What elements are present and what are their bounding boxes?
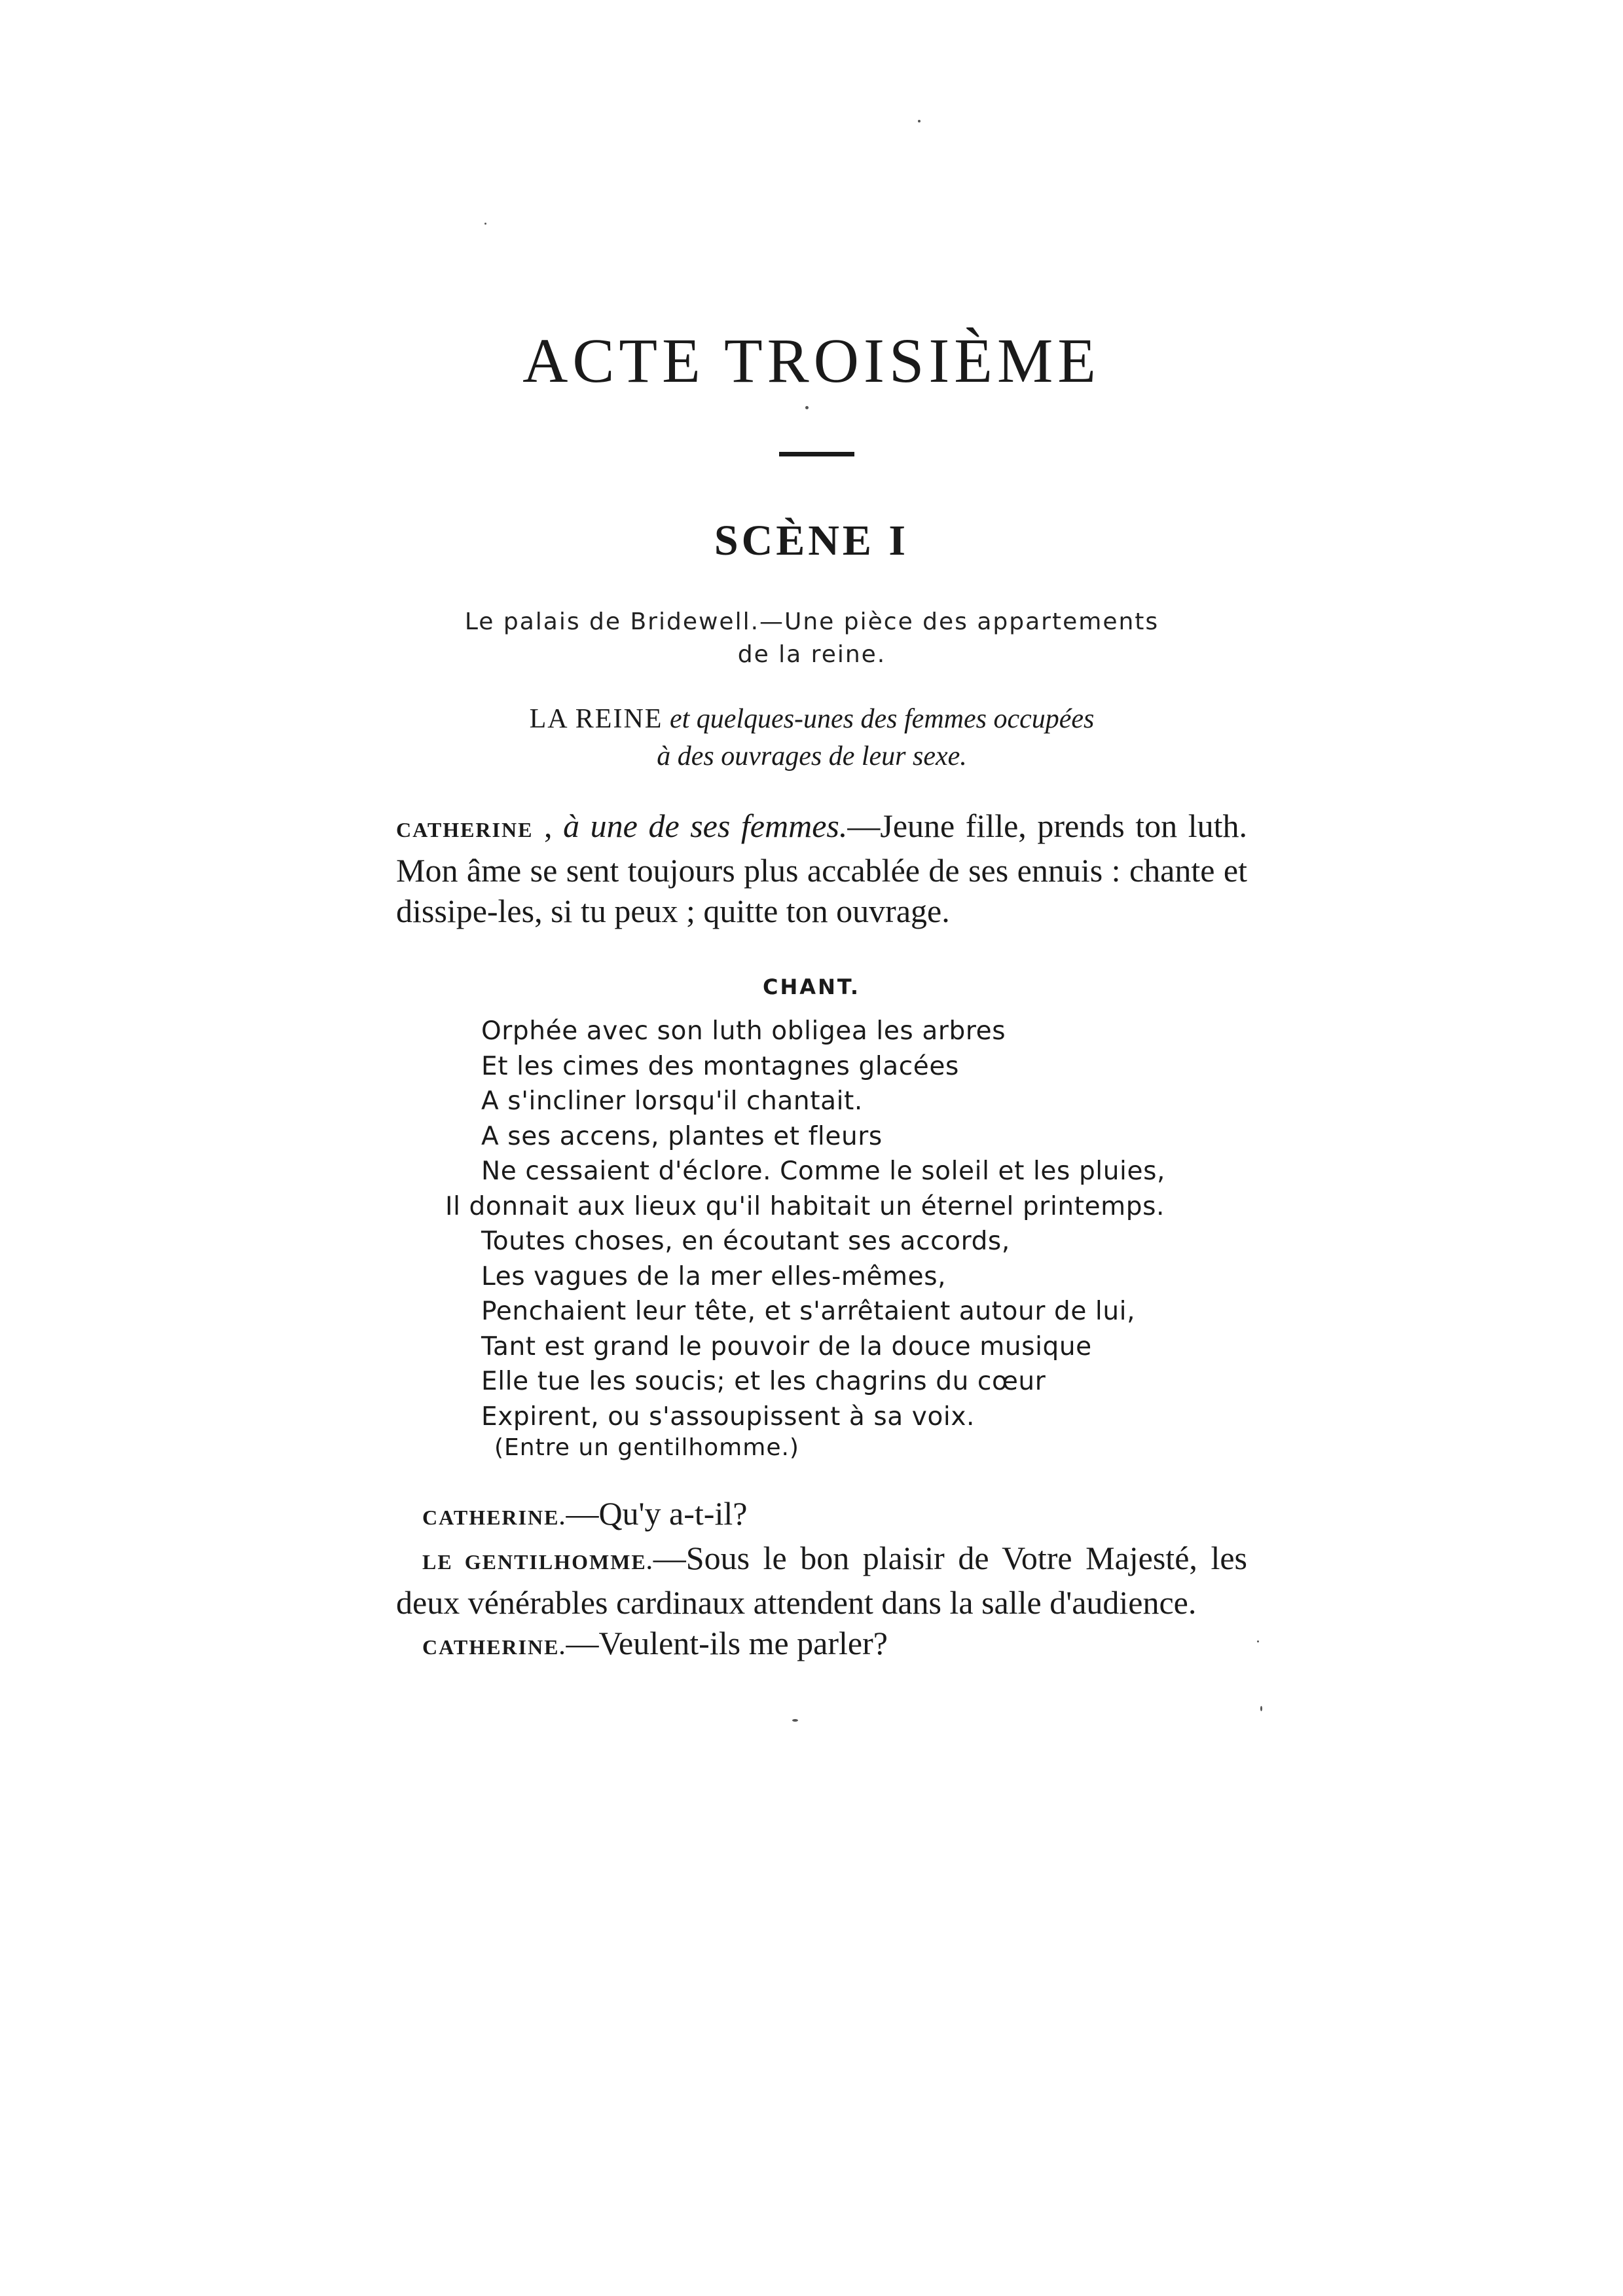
poem-line: Et les cimes des montagnes glacées — [481, 1051, 959, 1081]
setting-line: de la reine. — [737, 641, 886, 668]
scan-speck — [805, 406, 809, 409]
dialogue-line — [396, 1623, 1247, 1667]
poem-line: Il donnait aux lieux qu'il habitait un éternel printemps. — [445, 1191, 1165, 1221]
scan-speck — [1257, 1640, 1259, 1642]
poem-line: Ne cessaient d'éclore. Comme le soleil et les pluies, — [481, 1157, 1165, 1186]
poem-line: Penchaient leur tête, et s'arrêtaient autour de lui, — [481, 1297, 1136, 1326]
title-rule — [779, 452, 854, 456]
dialogue-line — [396, 1538, 1247, 1623]
setting-line: Le palais de Bridewell.—Une pièce des appartements — [464, 608, 1159, 635]
poem-line: A s'incliner lorsqu'il chantait. — [481, 1086, 863, 1116]
chant-poem — [445, 1014, 1165, 1434]
scan-speck — [918, 120, 921, 122]
poem-line: Orphée avec son luth obligea les arbres — [481, 1016, 1006, 1046]
characters-description: et quelques-unes des femmes occupées — [669, 704, 1095, 734]
speaker-name: LE GENTILHOMME. — [422, 1550, 653, 1574]
dialogue — [396, 1493, 1247, 1667]
speaker-separator: , — [533, 807, 564, 844]
character-name: LA REINE — [529, 704, 663, 734]
speaker-name: CATHERINE — [396, 818, 534, 842]
stage-direction: (Entre un gentilhomme.) — [494, 1434, 799, 1461]
characters-line: à des ouvrages de leur sexe. — [657, 741, 967, 771]
poem-line: Elle tue les soucis; et les chagrins du cœur — [481, 1367, 1046, 1396]
scene-setting — [367, 606, 1257, 671]
opening-speech — [396, 805, 1247, 931]
speech-text: —Qu'y a-t-il? — [566, 1495, 748, 1532]
speech-text: —Veulent-ils me parler? — [566, 1625, 888, 1661]
chant-heading: CHANT. — [763, 974, 860, 999]
poem-line: Toutes choses, en écoutant ses accords, — [481, 1227, 1010, 1256]
characters-present — [367, 701, 1257, 775]
scene-title: SCÈNE I — [714, 517, 909, 565]
poem-line: Les vagues de la mer elles-mêmes, — [481, 1261, 947, 1291]
poem-line: Expirent, ou s'assoupissent à sa voix. — [481, 1401, 976, 1432]
dialogue-line — [396, 1493, 1247, 1538]
scan-speck — [1260, 1706, 1262, 1711]
scan-speck — [484, 223, 486, 225]
speech-text: —Sous le bon plaisir de Votre Majesté, les deux vénérables cardinaux attendent dans la salle d'audience. — [396, 1540, 1247, 1621]
speaker-name: CATHERINE. — [422, 1635, 566, 1659]
speaker-name: CATHERINE. — [422, 1506, 566, 1529]
scan-speck — [792, 1719, 798, 1722]
stage-direction-inline: à une de ses femmes. — [563, 807, 848, 844]
speech-text: —Jeune fille, prends ton luth. Mon âme se sent toujours plus accablée de ses ennuis : chante et dissipe-les, si tu peux ; quitte ton ouvrage. — [396, 807, 1248, 929]
poem-line: Tant est grand le pouvoir de la douce musique — [481, 1331, 1092, 1361]
characters-line — [367, 701, 1257, 738]
act-title: ACTE TROISIÈME — [522, 325, 1101, 396]
poem-line: A ses accens, plantes et fleurs — [481, 1121, 883, 1151]
